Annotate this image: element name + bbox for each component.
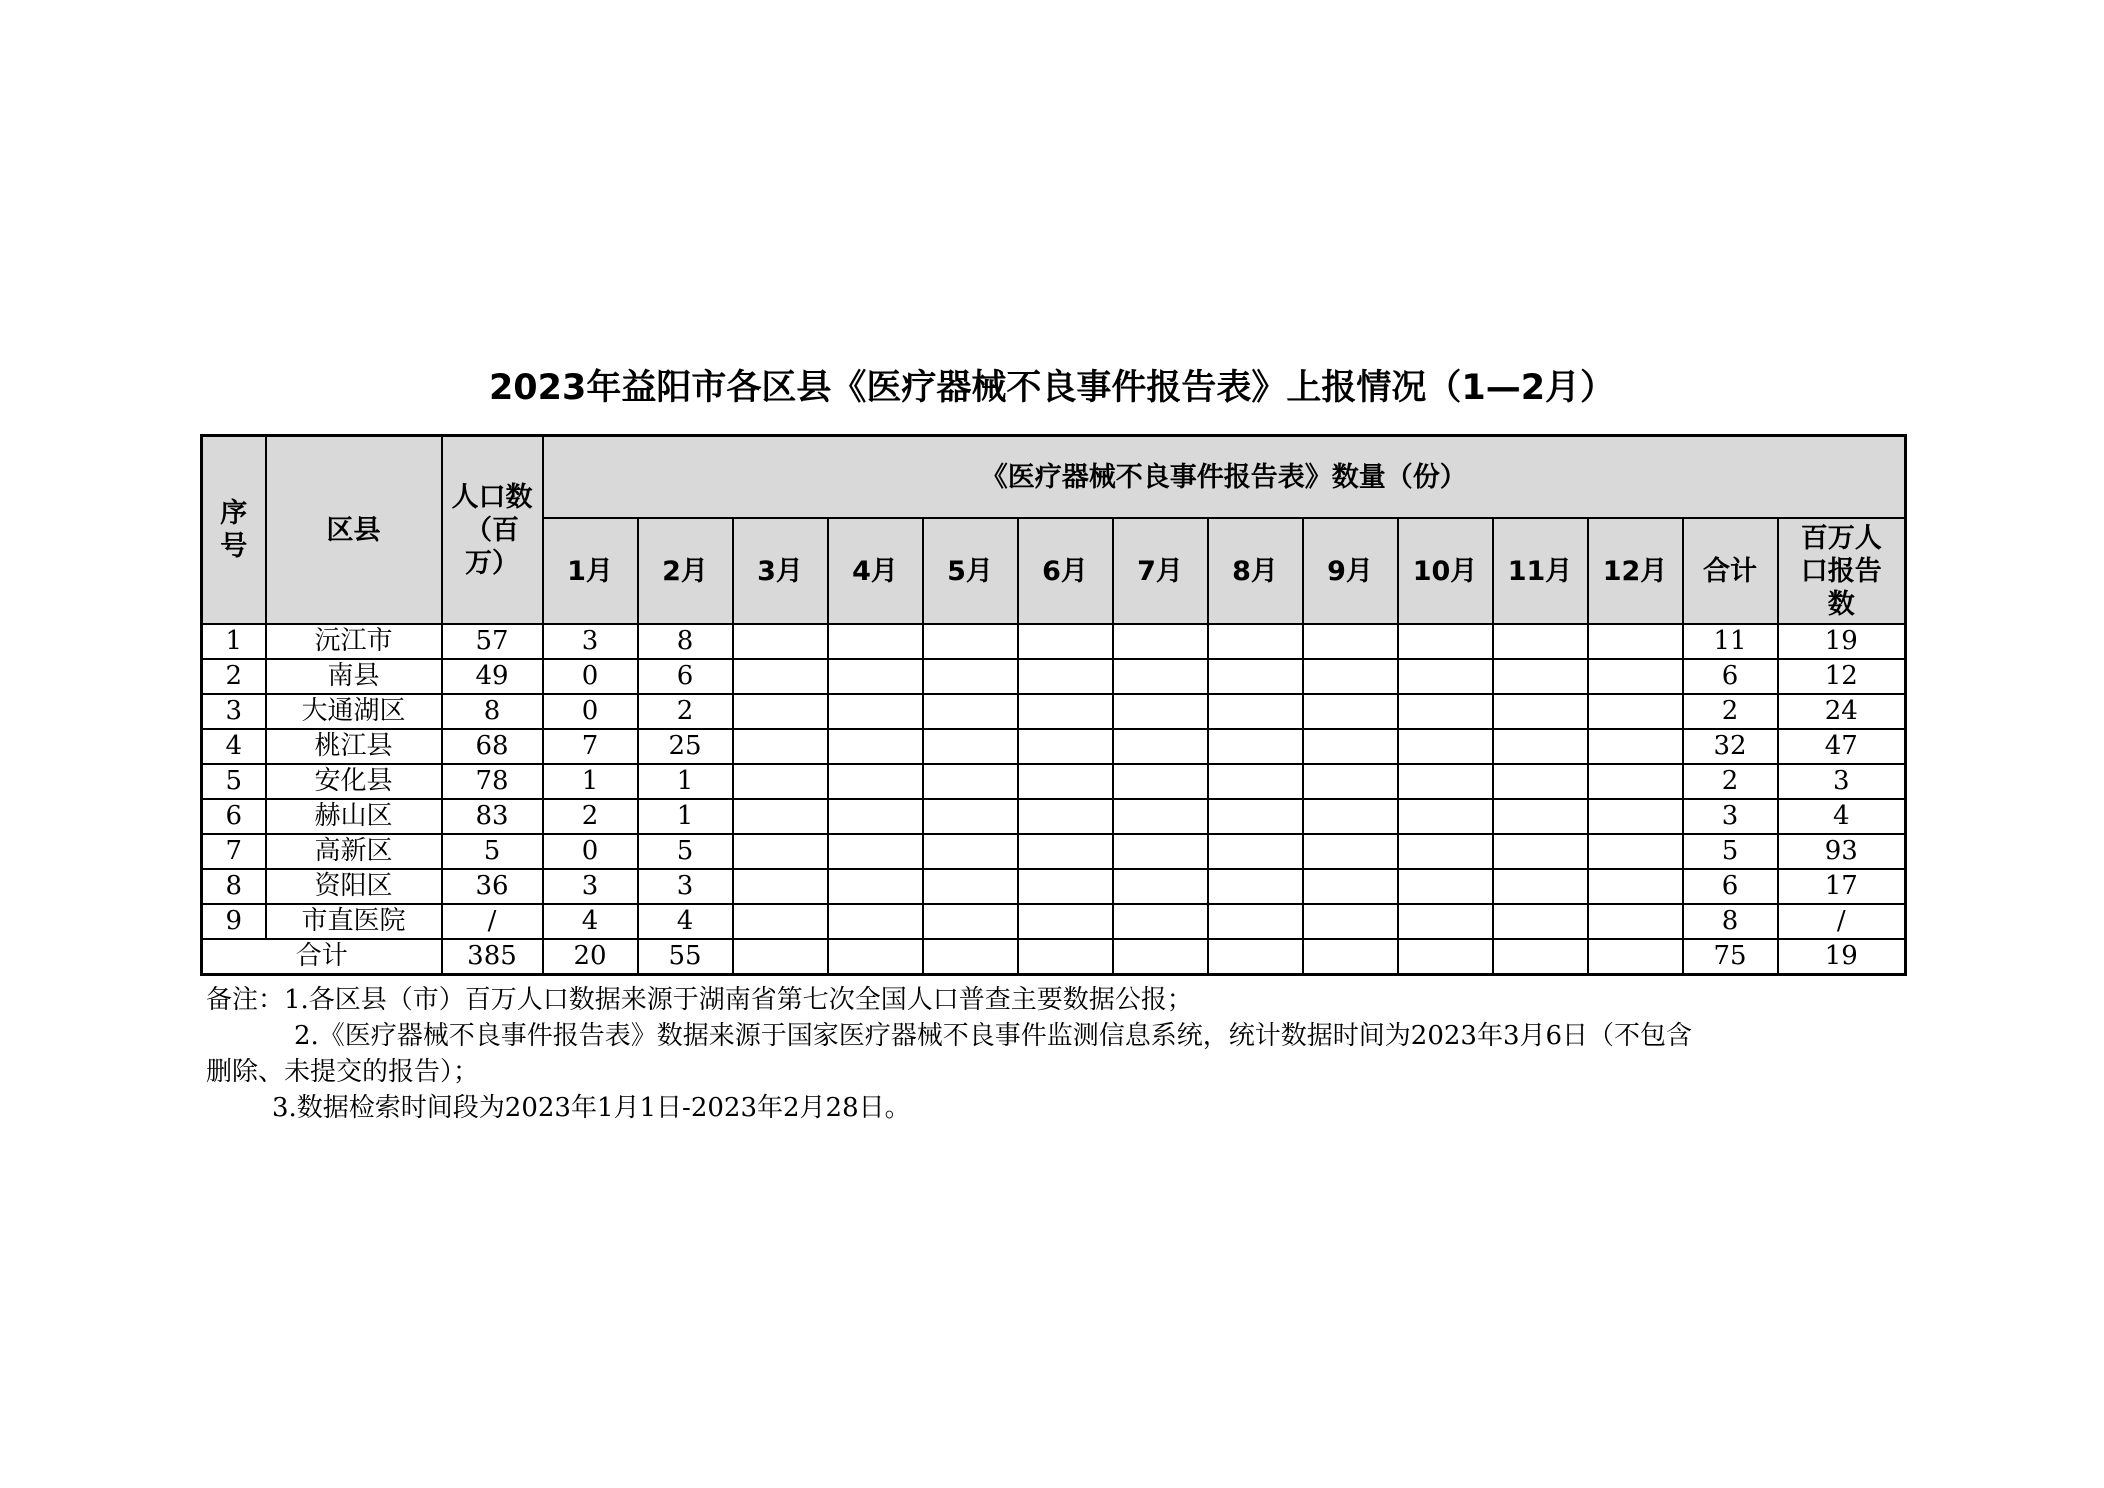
cell-per-million: 4 [1778,799,1906,834]
cell-month-8 [1208,834,1303,869]
summary-month-4 [828,939,923,975]
cell-seq: 7 [202,834,266,869]
cell-district: 资阳区 [266,869,442,904]
cell-month-3 [733,904,828,939]
page-title: 2023年益阳市各区县《医疗器械不良事件报告表》上报情况（1—2月） [488,368,1616,408]
header-month: 8月 [1208,518,1303,624]
cell-month-7 [1113,904,1208,939]
cell-month-7 [1113,694,1208,729]
cell-month-2: 8 [638,624,733,659]
cell-population: 68 [442,729,543,764]
cell-month-5 [923,869,1018,904]
cell-seq: 5 [202,764,266,799]
cell-district: 桃江县 [266,729,442,764]
cell-month-11 [1493,869,1588,904]
cell-month-1: 7 [543,729,638,764]
cell-month-6 [1018,729,1113,764]
summary-month-12 [1588,939,1683,975]
cell-total: 6 [1683,869,1778,904]
notes [206,982,1906,1126]
cell-month-3 [733,869,828,904]
cell-month-2: 2 [638,694,733,729]
cell-total: 11 [1683,624,1778,659]
cell-month-7 [1113,659,1208,694]
cell-month-1: 1 [543,764,638,799]
cell-month-5 [923,694,1018,729]
cell-district: 南县 [266,659,442,694]
cell-month-8 [1208,869,1303,904]
cell-seq: 2 [202,659,266,694]
cell-month-12 [1588,904,1683,939]
note-line-3: 3.数据检索时间段为2023年1月1日-2023年2月28日。 [272,1093,911,1123]
cell-month-4 [828,799,923,834]
cell-month-4 [828,834,923,869]
cell-month-5 [923,834,1018,869]
cell-population: 5 [442,834,543,869]
cell-month-4 [828,659,923,694]
cell-month-7 [1113,834,1208,869]
table-row [202,729,1906,764]
cell-month-12 [1588,729,1683,764]
cell-per-million: 12 [1778,659,1906,694]
cell-month-4 [828,904,923,939]
cell-month-7 [1113,729,1208,764]
cell-month-4 [828,624,923,659]
cell-per-million: 47 [1778,729,1906,764]
summary-row [202,939,1906,975]
cell-per-million: 24 [1778,694,1906,729]
cell-district: 安化县 [266,764,442,799]
cell-population: 57 [442,624,543,659]
header-month: 6月 [1018,518,1113,624]
cell-month-3 [733,834,828,869]
cell-month-11 [1493,904,1588,939]
report-table [200,434,1907,976]
header-month: 12月 [1588,518,1683,624]
cell-month-12 [1588,659,1683,694]
cell-month-12 [1588,799,1683,834]
cell-month-4 [828,869,923,904]
cell-month-8 [1208,694,1303,729]
cell-total: 5 [1683,834,1778,869]
table-row [202,659,1906,694]
cell-month-3 [733,624,828,659]
cell-seq: 6 [202,799,266,834]
cell-month-11 [1493,659,1588,694]
note-line-2-continued: 删除、未提交的报告）； [206,1057,480,1087]
cell-month-6 [1018,834,1113,869]
cell-month-5 [923,799,1018,834]
cell-month-12 [1588,869,1683,904]
cell-month-12 [1588,624,1683,659]
cell-month-10 [1398,764,1493,799]
cell-population: 8 [442,694,543,729]
header-seq: 序 号 [202,436,266,625]
cell-district: 大通湖区 [266,694,442,729]
cell-total: 8 [1683,904,1778,939]
header-month: 1月 [543,518,638,624]
cell-per-million: 93 [1778,834,1906,869]
cell-month-10 [1398,834,1493,869]
cell-month-2: 3 [638,869,733,904]
cell-month-3 [733,659,828,694]
cell-month-7 [1113,764,1208,799]
cell-month-6 [1018,799,1113,834]
cell-month-1: 0 [543,659,638,694]
cell-month-2: 6 [638,659,733,694]
cell-month-12 [1588,694,1683,729]
cell-month-10 [1398,799,1493,834]
cell-month-9 [1303,624,1398,659]
cell-month-7 [1113,624,1208,659]
table-row [202,799,1906,834]
cell-month-9 [1303,904,1398,939]
cell-month-5 [923,624,1018,659]
header-month: 3月 [733,518,828,624]
summary-month-7 [1113,939,1208,975]
cell-seq: 9 [202,904,266,939]
cell-month-6 [1018,624,1113,659]
cell-month-11 [1493,694,1588,729]
header-month: 4月 [828,518,923,624]
cell-seq: 8 [202,869,266,904]
cell-month-10 [1398,694,1493,729]
cell-month-6 [1018,659,1113,694]
summary-month-8 [1208,939,1303,975]
cell-month-2: 5 [638,834,733,869]
cell-month-9 [1303,834,1398,869]
header-report-count-group: 《医疗器械不良事件报告表》数量（份） [543,436,1906,519]
cell-total: 6 [1683,659,1778,694]
table-row [202,624,1906,659]
summary-month-5 [923,939,1018,975]
cell-month-10 [1398,624,1493,659]
cell-month-9 [1303,799,1398,834]
header-month: 10月 [1398,518,1493,624]
cell-month-10 [1398,729,1493,764]
cell-population: 83 [442,799,543,834]
cell-month-11 [1493,799,1588,834]
cell-month-7 [1113,869,1208,904]
table-header [202,436,1906,625]
summary-month-9 [1303,939,1398,975]
cell-month-3 [733,729,828,764]
cell-month-8 [1208,799,1303,834]
cell-month-7 [1113,799,1208,834]
cell-per-million: / [1778,904,1906,939]
cell-month-11 [1493,764,1588,799]
cell-seq: 1 [202,624,266,659]
cell-month-9 [1303,869,1398,904]
header-month: 7月 [1113,518,1208,624]
summary-month-11 [1493,939,1588,975]
cell-month-1: 0 [543,694,638,729]
cell-month-2: 1 [638,764,733,799]
cell-month-6 [1018,694,1113,729]
table-row [202,764,1906,799]
cell-month-11 [1493,729,1588,764]
cell-month-9 [1303,729,1398,764]
table-row [202,869,1906,904]
cell-per-million: 19 [1778,624,1906,659]
cell-total: 32 [1683,729,1778,764]
cell-month-12 [1588,834,1683,869]
cell-seq: 3 [202,694,266,729]
cell-month-8 [1208,904,1303,939]
cell-population: 49 [442,659,543,694]
cell-month-12 [1588,764,1683,799]
header-total: 合计 [1683,518,1778,624]
cell-month-6 [1018,904,1113,939]
cell-month-9 [1303,694,1398,729]
summary-month-6 [1018,939,1113,975]
header-district: 区县 [266,436,442,625]
table-body [202,624,1906,975]
cell-month-2: 25 [638,729,733,764]
table-row [202,834,1906,869]
cell-month-3 [733,694,828,729]
cell-total: 3 [1683,799,1778,834]
cell-month-8 [1208,659,1303,694]
cell-month-1: 3 [543,869,638,904]
cell-month-3 [733,799,828,834]
cell-population: 78 [442,764,543,799]
cell-month-5 [923,904,1018,939]
summary-month-2: 55 [638,939,733,975]
cell-month-5 [923,764,1018,799]
summary-per-million: 19 [1778,939,1906,975]
cell-month-9 [1303,764,1398,799]
summary-population: 385 [442,939,543,975]
header-month: 9月 [1303,518,1398,624]
cell-month-11 [1493,624,1588,659]
summary-label: 合计 [202,939,442,975]
cell-month-9 [1303,659,1398,694]
cell-month-1: 2 [543,799,638,834]
cell-month-10 [1398,904,1493,939]
cell-month-4 [828,764,923,799]
header-month: 11月 [1493,518,1588,624]
cell-district: 沅江市 [266,624,442,659]
cell-month-1: 0 [543,834,638,869]
summary-total: 75 [1683,939,1778,975]
cell-district: 市直医院 [266,904,442,939]
cell-month-1: 4 [543,904,638,939]
cell-month-2: 1 [638,799,733,834]
header-population: 人口数 （百 万） [442,436,543,625]
note-line-2: 2.《医疗器械不良事件报告表》数据来源于国家医疗器械不良事件监测信息系统，统计数据时间为2023年3月6日（不包含 [294,1021,1693,1051]
cell-per-million: 17 [1778,869,1906,904]
cell-per-million: 3 [1778,764,1906,799]
cell-month-8 [1208,729,1303,764]
table-row [202,694,1906,729]
cell-month-11 [1493,834,1588,869]
cell-month-8 [1208,624,1303,659]
cell-month-8 [1208,764,1303,799]
cell-seq: 4 [202,729,266,764]
table-row [202,904,1906,939]
cell-total: 2 [1683,694,1778,729]
cell-month-10 [1398,659,1493,694]
header-month: 5月 [923,518,1018,624]
cell-population: 36 [442,869,543,904]
note-line-1: 备注：1.各区县（市）百万人口数据来源于湖南省第七次全国人口普查主要数据公报； [206,985,1193,1015]
cell-month-6 [1018,764,1113,799]
summary-month-1: 20 [543,939,638,975]
cell-month-5 [923,659,1018,694]
header-month: 2月 [638,518,733,624]
cell-district: 赫山区 [266,799,442,834]
cell-month-3 [733,764,828,799]
cell-district: 高新区 [266,834,442,869]
summary-month-10 [1398,939,1493,975]
cell-population: / [442,904,543,939]
cell-total: 2 [1683,764,1778,799]
cell-month-10 [1398,869,1493,904]
cell-month-4 [828,729,923,764]
cell-month-5 [923,729,1018,764]
cell-month-1: 3 [543,624,638,659]
header-per-million: 百万人 口报告 数 [1778,518,1906,624]
cell-month-6 [1018,869,1113,904]
cell-month-2: 4 [638,904,733,939]
summary-month-3 [733,939,828,975]
cell-month-4 [828,694,923,729]
